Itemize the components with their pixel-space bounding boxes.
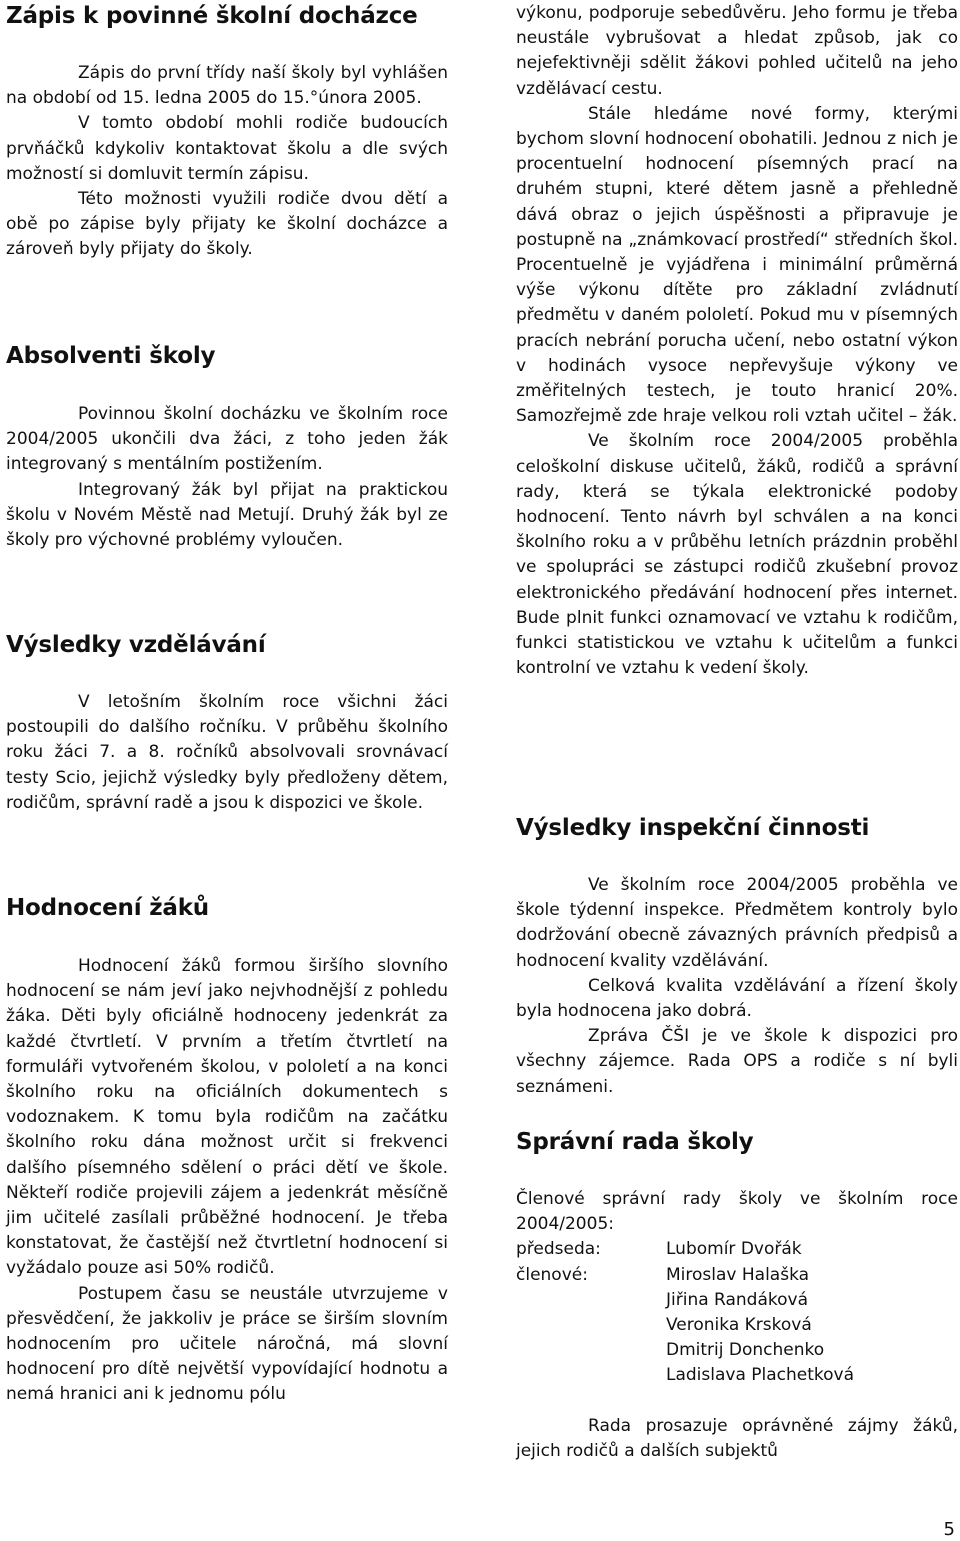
paragraph: Integrovaný žák byl přijat na praktickou školu v Novém Městě nad Metují. Druhý žák byl ze školy pro výchovné problémy vyloučen.	[6, 479, 448, 551]
section-absolventi-body	[6, 402, 448, 553]
section-title-inspekce: Výsledky inspekční činnosti	[516, 815, 870, 841]
section-vysledky	[6, 630, 448, 660]
board-roster	[516, 1237, 958, 1388]
roster-name: Dmitrij Donchenko	[666, 1340, 825, 1361]
section-title-zapis: Zápis k povinné školní docházce	[6, 3, 418, 29]
section-inspekce-body	[516, 873, 958, 1100]
paragraph: Ve školním roce 2004/2005 proběhla ve škole týdenní inspekce. Předmětem kontroly bylo dodržování obecně závazných právních předpisů a hodnocení kvality vzdělávání.	[516, 875, 958, 971]
paragraph: V letošním školním roce všichni žáci postoupili do dalšího ročníku. V průběhu školního roku žáci 7. a 8. ročníků absolvovali srovnávací testy Scio, jejichž výsledky byly předloženy dětem, rodičům, správní radě a jsou k dispozici ve škole.	[6, 692, 448, 813]
roster-role: předseda:	[516, 1239, 601, 1260]
section-rada-body	[516, 1187, 958, 1389]
paragraph: Členové správní rady školy ve školním roce 2004/2005:	[516, 1189, 958, 1235]
section-rada-continued	[516, 1414, 958, 1464]
roster-name: Veronika Krsková	[666, 1315, 812, 1336]
paragraph: Zápis do první třídy naší školy byl vyhlášen na období od 15. ledna 2005 do 15.°února 2005.	[6, 63, 448, 109]
paragraph: Rada prosazuje oprávněné zájmy žáků, jejich rodičů a dalších subjektů	[516, 1416, 958, 1462]
section-title-hodnoceni: Hodnocení žáků	[6, 895, 209, 921]
paragraph: výkonu, podporuje sebedůvěru. Jeho formu je třeba neustále vybrušovat a hledat způsob, jak co nejefektivněji sdělit žákovi pohled učitelů na jeho vzdělávací cestu.	[516, 3, 958, 99]
section-title-rada: Správní rada školy	[516, 1129, 754, 1155]
roster-name: Miroslav Halaška	[666, 1264, 810, 1285]
roster-row-members	[516, 1263, 958, 1389]
section-hodnoceni	[6, 893, 448, 923]
section-vysledky-body	[6, 690, 448, 816]
roster-name: Jiřina Randáková	[666, 1289, 809, 1310]
roster-row-chair	[516, 1237, 958, 1262]
paragraph: Hodnocení žáků formou širšího slovního hodnocení se nám jeví jako nejvhodnější z pohledu žáka. Děti byly oficiálně hodnoceny jedenkrát za každé čtvrtletí. V prvním a třetím čtvrtletí na formuláři vytvořeném školou, v pololetí a na konci školního roku na oficiálních dokumentech s vodoznakem. K tomu byla rodičům na začátku školního roku dána možnost určit si frekvenci dalšího písemného sdělení o práci dětí ve škole. Někteří rodiče projevili zájem a jedenkrát měsíčně jim učitelé zasílali průběžné hodnocení. Je třeba konstatovat, že častější než čtvrtletní hodnocení si vyžádalo pouze asi 50% rodičů.	[6, 956, 448, 1279]
section-inspekce	[516, 813, 958, 843]
roster-name: Lubomír Dvořák	[666, 1239, 802, 1260]
paragraph: Ve školním roce 2004/2005 proběhla celoškolní diskuse učitelů, žáků, rodičů a správní rady, která se týkala elektronické podoby hodnocení. Tento návrh byl schválen a na konci školního roku a v průběhu letních prázdnin proběhl ve spolupráci se zástupci rodičů zkušební provoz elektronického předávání hodnocení přes internet. Bude plnit funkci oznamovací ve vztahu k rodičům, funkci statistickou ve vztahu k učitelům a funkci kontrolní ve vztahu k vedení školy.	[516, 431, 958, 679]
paragraph: Stále hledáme nové formy, kterými bychom slovní hodnocení obohatili. Jednou z nich je procentuelní hodnocení písemných prací na druhém stupni, které dětem jasně a přehledně dává obraz o jejich úspěšnosti a připravuje je postupně na „známkovací prostředí“ středních škol. Procentuelně je vyjádřena i minimální průměrná výše výkonu dítěte pro základní zvládnutí předmětu v daném pololetí. Pokud mu v písemných pracích nebrání porucha učení, nebo ostatní výkon v hodinách vysoce nepřevyšuje výkony ve změřitelných testech, je touto hranicí 20%. Samozřejmě zde hraje velkou roli vztah učitel – žák.	[516, 103, 958, 427]
paragraph: Celková kvalita vzdělávání a řízení školy byla hodnocena jako dobrá.	[516, 975, 958, 1022]
paragraph: Zpráva ČŠI je ve škole k dispozici pro všechny zájemce. Rada OPS a rodiče s ní byli seznámeni.	[516, 1026, 958, 1097]
paragraph: Povinnou školní docházku ve školním roce 2004/2005 ukončili dva žáci, z toho jeden žák integrovaný s mentálním postižením.	[6, 404, 448, 475]
page-number: 5	[943, 1519, 955, 1540]
section-hodnoceni-body	[6, 954, 448, 1408]
paragraph: Postupem času se neustále utvrzujeme v přesvědčení, že jakkoliv je práce se širším slovním hodnocením pro učitele náročná, má slovní hodnocení pro dítě největší vypovídající hodnotu a nemá hranici ani k jednomu pólu	[6, 1283, 448, 1405]
roster-role: členové:	[516, 1264, 588, 1285]
section-hodnoceni-continued	[516, 1, 958, 681]
paragraph: Této možnosti využili rodiče dvou dětí a obě po zápise byly přijaty ke školní docházce a zároveň byly přijaty do školy.	[6, 189, 448, 260]
paragraph: V tomto období mohli rodiče budoucích prvňáčků kdykoliv kontaktovat školu a dle svých možností si domluvit termín zápisu.	[6, 113, 448, 184]
section-zapis-body	[6, 61, 448, 263]
section-zapis	[6, 1, 448, 31]
section-rada	[516, 1127, 958, 1157]
section-title-vysledky: Výsledky vzdělávání	[6, 632, 266, 658]
roster-name: Ladislava Plachetková	[666, 1365, 855, 1386]
section-title-absolventi: Absolventi školy	[6, 343, 216, 369]
section-absolventi	[6, 341, 448, 371]
